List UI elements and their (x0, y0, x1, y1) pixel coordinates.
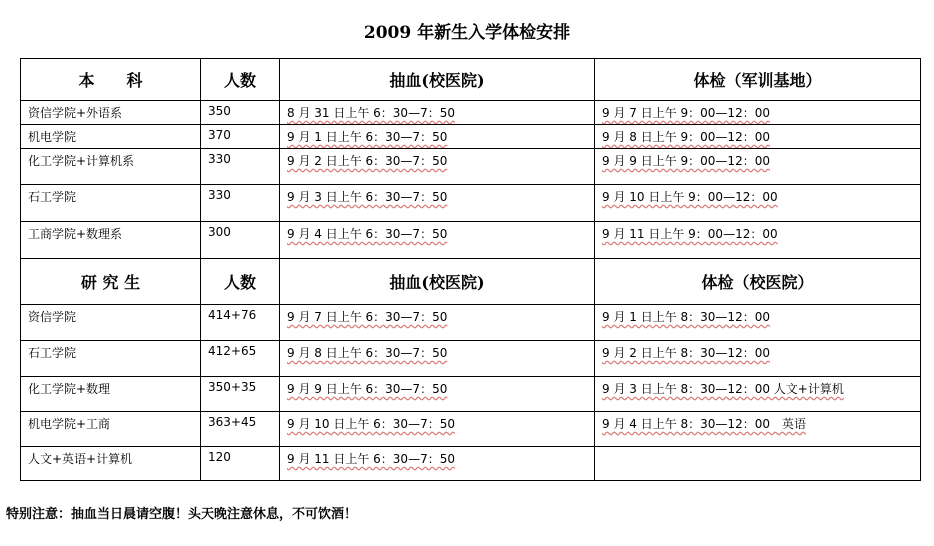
table-row (21, 185, 921, 222)
exam-time-cell: 9 月 2 日上午 8：30—12：00 (595, 341, 921, 377)
exam-time-cell: 9 月 9 日上午 9：00—12：00 (595, 149, 921, 185)
table-row (21, 447, 921, 481)
exam-time-cell: 9 月 3 日上午 8：30—12：00 人文+计算机 (595, 377, 921, 412)
exam-time-cell: 9 月 1 日上午 8：30—12：00 (595, 305, 921, 341)
count-cell: 350+35 (201, 377, 280, 412)
table-row (21, 125, 921, 149)
blood-time-cell: 8 月 31 日上午 6：30—7：50 (280, 101, 595, 125)
college-cell: 人文+英语+计算机 (21, 447, 201, 481)
blood-time-cell: 9 月 9 日上午 6：30—7：50 (280, 377, 595, 412)
undergrad-header-blood: 抽血(校医院) (280, 59, 595, 101)
exam-time-cell (595, 447, 921, 481)
count-cell: 370 (201, 125, 280, 149)
graduate-header-blood: 抽血(校医院) (280, 259, 595, 305)
table-row (21, 101, 921, 125)
college-cell: 石工学院 (21, 341, 201, 377)
blood-time-cell: 9 月 10 日上午 6：30—7：50 (280, 412, 595, 447)
blood-time-cell: 9 月 11 日上午 6：30—7：50 (280, 447, 595, 481)
count-cell: 350 (201, 101, 280, 125)
count-cell: 330 (201, 149, 280, 185)
page-title: 2009 年新生入学体检安排 (363, 23, 571, 43)
college-cell: 石工学院 (21, 185, 201, 222)
count-cell: 330 (201, 185, 280, 222)
count-cell: 363+45 (201, 412, 280, 447)
graduate-header-row (21, 259, 921, 305)
undergrad-header-exam: 体检（军训基地） (595, 59, 921, 101)
count-cell: 412+65 (201, 341, 280, 377)
college-cell: 资信学院 (21, 305, 201, 341)
blood-time-cell: 9 月 2 日上午 6：30—7：50 (280, 149, 595, 185)
blood-time-cell: 9 月 1 日上午 6：30—7：50 (280, 125, 595, 149)
undergrad-header-row (21, 59, 921, 101)
exam-time-cell: 9 月 8 日上午 9：00—12：00 (595, 125, 921, 149)
table-row (21, 222, 921, 259)
exam-time-cell: 9 月 11 日上午 9：00—12：00 (595, 222, 921, 259)
blood-time-cell: 9 月 3 日上午 6：30—7：50 (280, 185, 595, 222)
undergrad-header-college: 本 科 (21, 59, 201, 101)
graduate-header-count: 人数 (201, 259, 280, 305)
blood-time-cell: 9 月 7 日上午 6：30—7：50 (280, 305, 595, 341)
college-cell: 化工学院+数理 (21, 377, 201, 412)
schedule-table (20, 58, 921, 481)
table-row (21, 412, 921, 447)
count-cell: 300 (201, 222, 280, 259)
exam-time-cell: 9 月 10 日上午 9：00—12：00 (595, 185, 921, 222)
count-cell: 120 (201, 447, 280, 481)
table-row (21, 149, 921, 185)
college-cell: 机电学院 (21, 125, 201, 149)
table-row (21, 377, 921, 412)
undergrad-header-count: 人数 (201, 59, 280, 101)
graduate-header-exam: 体检（校医院） (595, 259, 921, 305)
college-cell: 机电学院+工商 (21, 412, 201, 447)
blood-time-cell: 9 月 4 日上午 6：30—7：50 (280, 222, 595, 259)
college-cell: 化工学院+计算机系 (21, 149, 201, 185)
exam-time-cell: 9 月 7 日上午 9：00—12：00 (595, 101, 921, 125)
college-cell: 工商学院+数理系 (21, 222, 201, 259)
graduate-header-college: 研 究 生 (21, 259, 201, 305)
special-notice: 特别注意：抽血当日晨请空腹！头天晚注意休息，不可饮酒！ (6, 507, 358, 522)
college-cell: 资信学院+外语系 (21, 101, 201, 125)
table-row (21, 341, 921, 377)
count-cell: 414+76 (201, 305, 280, 341)
exam-time-cell: 9 月 4 日上午 8：30—12：00 英语 (595, 412, 921, 447)
table-row (21, 305, 921, 341)
blood-time-cell: 9 月 8 日上午 6：30—7：50 (280, 341, 595, 377)
